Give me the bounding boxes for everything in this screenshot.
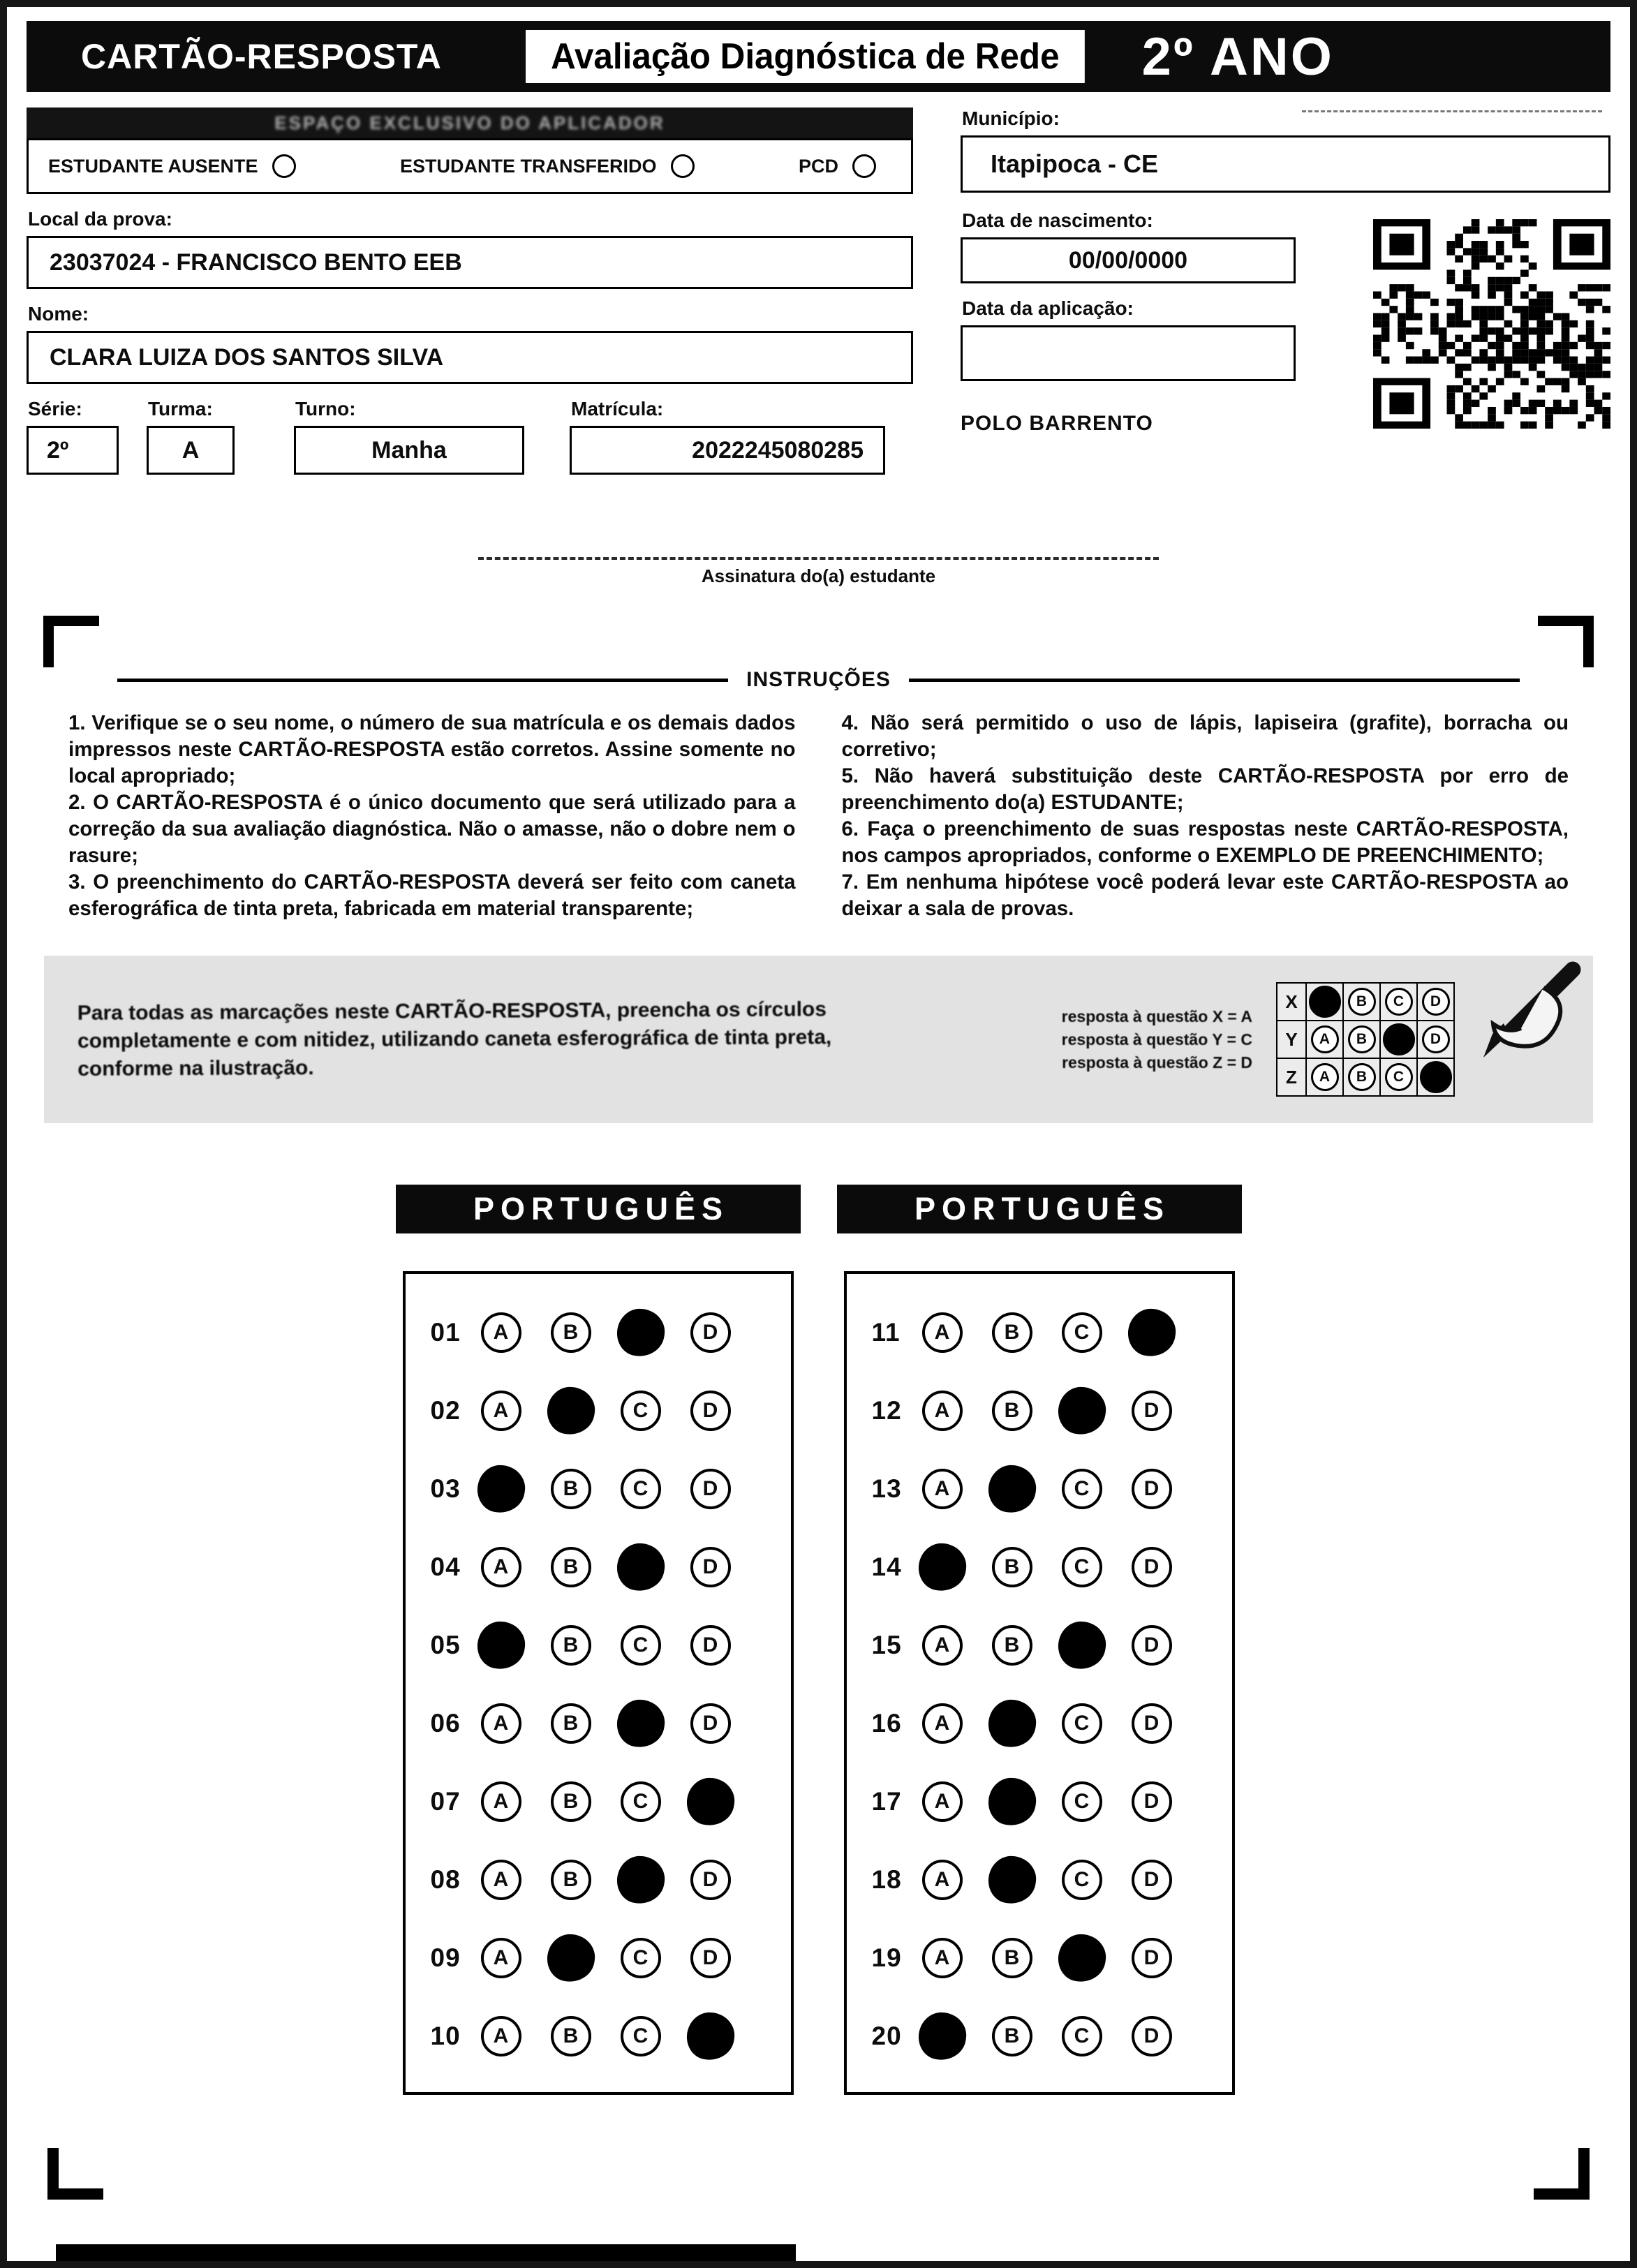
answer-bubble-20-C[interactable]: C — [1062, 2016, 1102, 2056]
registration-mark-top-right — [1538, 616, 1594, 667]
checkbox-label: PCD — [798, 155, 838, 177]
answer-bubble-18-A[interactable]: A — [922, 1860, 963, 1900]
answer-bubble-11-C[interactable]: C — [1062, 1312, 1102, 1353]
answer-bubble-03-B[interactable]: B — [551, 1469, 591, 1509]
polo-label: POLO BARRENTO — [961, 412, 1153, 435]
answer-bubble-01-D[interactable]: D — [690, 1312, 731, 1353]
divider-line — [117, 679, 728, 682]
qr-code — [1373, 219, 1610, 429]
bottom-scan-strip — [56, 2244, 796, 2261]
serie-label: Série: — [28, 398, 82, 420]
instructions-body — [68, 710, 1569, 922]
example-row-label: X — [1276, 982, 1307, 1021]
turma-label: Turma: — [148, 398, 213, 420]
answer-bubble-14-A[interactable] — [915, 1541, 969, 1594]
legend-line: resposta à questão X = A — [1061, 1007, 1252, 1025]
answer-bubble-17-B[interactable] — [985, 1775, 1039, 1829]
question-number: 15 — [871, 1631, 902, 1659]
answer-bubble-02-B[interactable] — [544, 1384, 598, 1438]
municipio-value: Itapipoca - CE — [991, 149, 1159, 178]
answer-bubble-18-C[interactable]: C — [1062, 1860, 1102, 1900]
answer-bubble-11-D[interactable] — [1125, 1306, 1178, 1360]
registration-mark-bottom-left — [47, 2148, 103, 2200]
answer-bubble-04-B[interactable]: B — [551, 1547, 591, 1587]
question-number: 03 — [430, 1474, 461, 1503]
checkbox-item-estudante-transferido[interactable] — [400, 154, 695, 178]
local-label: Local da prova: — [28, 208, 172, 230]
answer-bubble-14-D[interactable]: D — [1132, 1547, 1172, 1587]
answer-bubble-10-B[interactable]: B — [551, 2016, 591, 2056]
answer-bubble-06-B[interactable]: B — [551, 1703, 591, 1744]
aplicacao-label: Data da aplicação: — [962, 297, 1134, 319]
applicator-bar — [27, 108, 913, 138]
answer-bubble-19-C[interactable] — [1055, 1932, 1109, 1985]
answer-bubble-13-B[interactable] — [985, 1462, 1039, 1516]
example-bubble-B: B — [1348, 1063, 1376, 1091]
answer-bubble-08-C[interactable] — [614, 1853, 667, 1907]
answer-bubble-10-A[interactable]: A — [481, 2016, 521, 2056]
nascimento-label: Data de nascimento: — [962, 209, 1153, 231]
answer-bubble-16-B[interactable] — [985, 1697, 1039, 1751]
answer-bubble-17-D[interactable]: D — [1132, 1781, 1172, 1822]
local-value: 23037024 - FRANCISCO BENTO EEB — [50, 249, 462, 276]
example-row-label: Y — [1276, 1020, 1307, 1059]
legend-line: resposta à questão Z = D — [1062, 1053, 1252, 1072]
applicator-bar-label: ESPAÇO EXCLUSIVO DO APLICADOR — [274, 112, 665, 133]
answer-bubble-01-A[interactable]: A — [481, 1312, 521, 1353]
question-row-12 — [847, 1372, 1232, 1450]
question-row-18 — [847, 1841, 1232, 1919]
question-row-17 — [847, 1763, 1232, 1841]
question-row-03 — [406, 1450, 791, 1528]
example-bubble-B: B — [1348, 988, 1376, 1016]
municipio-value-box — [961, 135, 1610, 193]
question-number: 04 — [430, 1552, 461, 1581]
turma-field — [147, 398, 235, 475]
answer-bubble-03-C[interactable]: C — [621, 1469, 661, 1509]
sheet-title: CARTÃO-RESPOSTA — [81, 37, 442, 76]
answer-bubble-05-C[interactable]: C — [621, 1625, 661, 1666]
example-bubble-D: D — [1422, 1025, 1450, 1053]
answer-bubble-03-A[interactable] — [474, 1462, 528, 1516]
answer-bubble-06-C[interactable] — [614, 1697, 667, 1751]
hand-pen-illustration — [1405, 961, 1583, 1080]
question-number: 11 — [871, 1318, 901, 1347]
answer-bubble-02-C[interactable]: C — [621, 1391, 661, 1431]
student-data-section — [27, 108, 1610, 475]
answer-bubble-10-D[interactable] — [683, 2010, 737, 2063]
turma-value: A — [182, 436, 200, 464]
answer-bubble-02-D[interactable]: D — [690, 1391, 731, 1431]
question-row-16 — [847, 1684, 1232, 1763]
example-cell — [1342, 1020, 1381, 1059]
answer-bubble-06-A[interactable]: A — [481, 1703, 521, 1744]
answer-bubble-05-B[interactable]: B — [551, 1625, 591, 1666]
example-cell — [1305, 1020, 1344, 1059]
instruction-item: 2. O CARTÃO-RESPOSTA é o único documento que será utilizado para a correção da sua avaliação diagnóstica. Não o amasse, não o dobre nem o rasure; — [68, 791, 796, 867]
answer-bubble-09-D[interactable]: D — [690, 1938, 731, 1978]
instruction-item: 4. Não será permitido o uso de lápis, lapiseira (grafite), borracha ou corretivo; — [841, 711, 1569, 761]
answer-bubble-19-A[interactable]: A — [922, 1938, 963, 1978]
turma-value-box — [147, 426, 235, 475]
class-info-row — [27, 398, 913, 475]
instruction-item: 6. Faça o preenchimento de suas respostas neste CARTÃO-RESPOSTA, nos campos apropriados, conforme o EXEMPLO DE PREENCHIMENTO; — [841, 817, 1569, 867]
answer-bubble-13-C[interactable]: C — [1062, 1469, 1102, 1509]
question-row-20 — [847, 1997, 1232, 2075]
matricula-field — [570, 398, 885, 475]
example-legend — [1036, 1005, 1252, 1074]
answer-bubble-19-B[interactable]: B — [992, 1938, 1032, 1978]
question-number: 18 — [871, 1865, 902, 1894]
answer-grid-2 — [844, 1271, 1235, 2095]
dates-and-qr-row — [961, 195, 1610, 436]
example-bubble-B: B — [1348, 1025, 1376, 1053]
answer-grid-1 — [403, 1271, 794, 2095]
local-value-box — [27, 236, 913, 289]
legend-line: resposta à questão Y = C — [1061, 1030, 1252, 1048]
answer-bubble-07-D[interactable] — [683, 1775, 737, 1829]
answer-bubble-07-A[interactable]: A — [481, 1781, 521, 1822]
answer-bubble-12-C[interactable] — [1055, 1384, 1109, 1438]
example-cell — [1305, 982, 1344, 1021]
example-cell — [1305, 1058, 1344, 1097]
divider-line — [909, 679, 1520, 682]
answer-bubble-16-D[interactable]: D — [1132, 1703, 1172, 1744]
checkbox-circle[interactable] — [671, 154, 695, 178]
answer-bubble-11-B[interactable]: B — [992, 1312, 1032, 1353]
serie-value-box — [27, 426, 119, 475]
answer-bubble-16-A[interactable]: A — [922, 1703, 963, 1744]
question-number: 12 — [871, 1396, 902, 1425]
answer-bubble-20-A[interactable] — [915, 2010, 969, 2063]
answer-bubble-02-A[interactable]: A — [481, 1391, 521, 1431]
answer-bubble-18-B[interactable] — [985, 1853, 1039, 1907]
registration-mark-top-left — [43, 616, 99, 667]
answer-bubble-05-D[interactable]: D — [690, 1625, 731, 1666]
question-number: 07 — [430, 1787, 461, 1816]
answer-bubble-06-D[interactable]: D — [690, 1703, 731, 1744]
answer-bubble-12-D[interactable]: D — [1132, 1391, 1172, 1431]
answer-bubble-09-B[interactable] — [544, 1932, 598, 1985]
instruction-item: 7. Em nenhuma hipótese você poderá levar este CARTÃO-RESPOSTA ao deixar a sala de provas. — [841, 870, 1569, 920]
question-row-01 — [406, 1294, 791, 1372]
applicator-checkbox-row — [27, 138, 913, 194]
matricula-value-box — [570, 426, 885, 475]
answer-bubble-05-A[interactable] — [474, 1619, 528, 1673]
subject-header-1: PORTUGUÊS — [396, 1185, 801, 1233]
question-number: 14 — [871, 1552, 902, 1581]
signature-line[interactable] — [478, 557, 1159, 560]
instruction-item: 1. Verifique se o seu nome, o número de sua matrícula e os demais dados impressos neste CARTÃO-RESPOSTA estão corretos. Assine somente no local apropriado; — [68, 711, 796, 787]
answer-bubble-04-D[interactable]: D — [690, 1547, 731, 1587]
answer-bubble-07-B[interactable]: B — [551, 1781, 591, 1822]
assessment-name: Avaliação Diagnóstica de Rede — [526, 30, 1085, 83]
answer-bubble-14-C[interactable]: C — [1062, 1547, 1102, 1587]
nome-value-box — [27, 331, 913, 384]
subject-header-2: PORTUGUÊS — [837, 1185, 1242, 1233]
answer-bubble-20-D[interactable]: D — [1132, 2016, 1172, 2056]
checkbox-circle[interactable] — [852, 154, 876, 178]
question-number: 05 — [430, 1631, 461, 1659]
instructions-right-column — [842, 710, 1569, 922]
example-bubble-A: A — [1311, 1025, 1339, 1053]
turno-value-box — [294, 426, 524, 475]
answer-bubble-01-C[interactable] — [614, 1306, 667, 1360]
checkbox-label: ESTUDANTE TRANSFERIDO — [400, 155, 657, 177]
question-number: 02 — [430, 1396, 461, 1425]
question-row-07 — [406, 1763, 791, 1841]
answer-bubble-03-D[interactable]: D — [690, 1469, 731, 1509]
answer-area — [27, 1185, 1610, 2095]
instruction-item: 5. Não haverá substituição deste CARTÃO-RESPOSTA por erro de preenchimento do(a) ESTUDANTE; — [841, 764, 1569, 814]
checkbox-item-pcd[interactable] — [799, 154, 876, 178]
question-row-05 — [406, 1606, 791, 1684]
nome-value: CLARA LUIZA DOS SANTOS SILVA — [50, 343, 444, 371]
answer-bubble-17-C[interactable]: C — [1062, 1781, 1102, 1822]
answer-bubble-10-C[interactable]: C — [621, 2016, 661, 2056]
instructions-left-column — [68, 710, 796, 922]
instructions-title: INSTRUÇÕES — [746, 668, 891, 691]
example-bubble-D: D — [1422, 988, 1450, 1016]
municipio-label: Município: — [962, 108, 1060, 129]
turno-value: Manha — [371, 436, 447, 464]
checkbox-item-estudante-ausente[interactable] — [48, 154, 296, 178]
serie-field — [27, 398, 119, 475]
nome-label: Nome: — [28, 303, 89, 325]
matricula-label: Matrícula: — [571, 398, 664, 420]
answer-bubble-19-D[interactable]: D — [1132, 1938, 1172, 1978]
dates-fields — [961, 195, 1296, 436]
answer-bubble-04-A[interactable]: A — [481, 1547, 521, 1587]
question-row-08 — [406, 1841, 791, 1919]
question-row-11 — [847, 1294, 1232, 1372]
aplicacao-value-box — [961, 325, 1296, 381]
signature-label: Assinatura do(a) estudante — [701, 565, 936, 586]
answer-bubble-15-D[interactable]: D — [1132, 1625, 1172, 1666]
question-number: 13 — [871, 1474, 902, 1503]
header-banner — [27, 21, 1610, 92]
example-bubble-A: A — [1311, 1063, 1339, 1091]
registration-mark-bottom-right — [1534, 2148, 1590, 2200]
student-data-left — [27, 108, 913, 475]
question-row-13 — [847, 1450, 1232, 1528]
question-number: 09 — [430, 1943, 461, 1972]
example-bubble-C: C — [1385, 988, 1413, 1016]
answer-bubble-07-C[interactable]: C — [621, 1781, 661, 1822]
question-number: 08 — [430, 1865, 461, 1894]
question-row-10 — [406, 1997, 791, 2075]
answer-bubble-01-B[interactable]: B — [551, 1312, 591, 1353]
example-bubble-A — [1309, 986, 1341, 1018]
question-number: 19 — [871, 1943, 902, 1972]
answer-bubble-12-B[interactable]: B — [992, 1391, 1032, 1431]
nascimento-value-box — [961, 237, 1296, 283]
answer-bubble-18-D[interactable]: D — [1132, 1860, 1172, 1900]
answer-bubble-14-B[interactable]: B — [992, 1547, 1032, 1587]
answer-bubble-08-A[interactable]: A — [481, 1860, 521, 1900]
student-data-right — [961, 108, 1610, 475]
question-number: 10 — [430, 2022, 461, 2050]
fill-instructions-text: Para todas as marcações neste CARTÃO-RESPOSTA, preencha os círculos completamente e com nitidez, utilizando caneta esferográfica de tinta preta, conforme na ilustração. — [77, 998, 832, 1081]
question-row-14 — [847, 1528, 1232, 1606]
answer-bubble-08-B[interactable]: B — [551, 1860, 591, 1900]
answer-column-1 — [396, 1185, 801, 2095]
nascimento-value: 00/00/0000 — [1068, 246, 1188, 274]
matricula-value: 2022245080285 — [692, 436, 864, 464]
question-row-06 — [406, 1684, 791, 1763]
answer-bubble-15-A[interactable]: A — [922, 1625, 963, 1666]
example-cell — [1342, 982, 1381, 1021]
question-number: 17 — [871, 1787, 902, 1816]
answer-bubble-20-B[interactable]: B — [992, 2016, 1032, 2056]
turno-label: Turno: — [295, 398, 356, 420]
instruction-item: 3. O preenchimento do CARTÃO-RESPOSTA deverá ser feito com caneta esferográfica de tinta preta, fabricada em material transparente; — [68, 870, 796, 920]
question-number: 16 — [871, 1709, 902, 1737]
answer-bubble-16-C[interactable]: C — [1062, 1703, 1102, 1744]
answer-bubble-09-A[interactable]: A — [481, 1938, 521, 1978]
answer-bubble-04-C[interactable] — [614, 1541, 667, 1594]
checkbox-label: ESTUDANTE AUSENTE — [48, 155, 258, 177]
answer-bubble-11-A[interactable]: A — [922, 1312, 963, 1353]
question-number: 20 — [871, 2022, 902, 2050]
answer-bubble-08-D[interactable]: D — [690, 1860, 731, 1900]
question-row-04 — [406, 1528, 791, 1606]
answer-bubble-17-A[interactable]: A — [922, 1781, 963, 1822]
question-row-09 — [406, 1919, 791, 1997]
example-cell — [1342, 1058, 1381, 1097]
signature-section — [27, 557, 1610, 587]
serie-value: 2º — [47, 436, 69, 464]
instructions-header — [117, 668, 1520, 692]
answer-bubble-13-A[interactable]: A — [922, 1469, 963, 1509]
grade-label: 2º ANO — [1141, 27, 1334, 87]
answer-bubble-15-C[interactable] — [1055, 1619, 1109, 1673]
answer-column-2 — [837, 1185, 1242, 2095]
question-row-19 — [847, 1919, 1232, 1997]
question-row-15 — [847, 1606, 1232, 1684]
question-number: 01 — [430, 1318, 461, 1347]
turno-field — [294, 398, 524, 475]
checkbox-circle[interactable] — [272, 154, 296, 178]
answer-bubble-13-D[interactable]: D — [1132, 1469, 1172, 1509]
question-row-02 — [406, 1372, 791, 1450]
answer-bubble-15-B[interactable]: B — [992, 1625, 1032, 1666]
example-bubble-C: C — [1385, 1063, 1413, 1091]
fill-example-band — [44, 956, 1593, 1123]
question-number: 06 — [430, 1709, 461, 1737]
example-row-label: Z — [1276, 1058, 1307, 1097]
answer-bubble-12-A[interactable]: A — [922, 1391, 963, 1431]
answer-bubble-09-C[interactable]: C — [621, 1938, 661, 1978]
